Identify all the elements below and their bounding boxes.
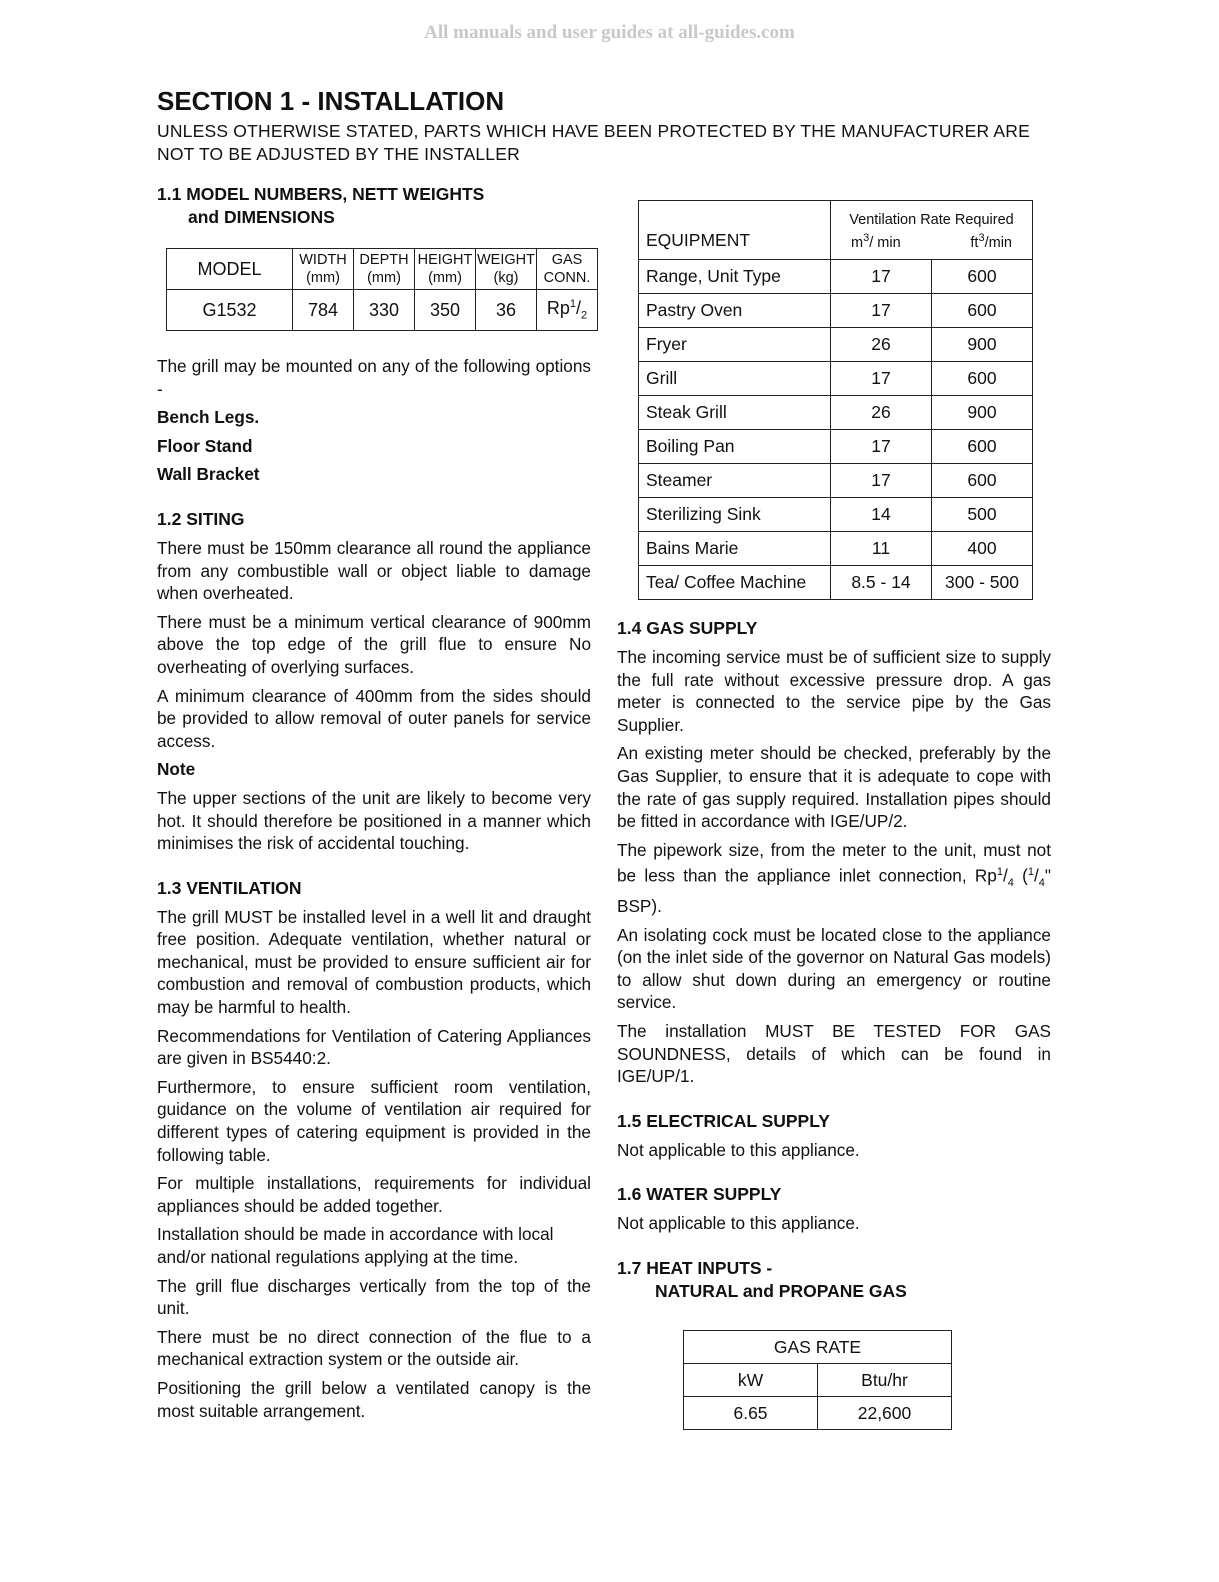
- depth-header-name: DEPTH: [359, 252, 409, 268]
- ventilation-ft3-cell: 500: [932, 498, 1033, 532]
- ventilation-equipment-cell: Boiling Pan: [639, 430, 831, 464]
- ventilation-equipment-cell: Sterilizing Sink: [639, 498, 831, 532]
- ventilation-m3-cell: 26: [831, 328, 932, 362]
- ventilation-rows: [639, 260, 1033, 600]
- ventilation-equipment-cell: Grill: [639, 362, 831, 396]
- ventilation-ft3-cell: 300 - 500: [932, 566, 1033, 600]
- left-column-body: [157, 355, 591, 1428]
- s12-para-3: A minimum clearance of 400mm from the sides should be provided to allow removal of outer panels for service access.: [157, 685, 591, 751]
- s14-para-1: The incoming service must be of sufficient size to supply the full rate without excessive pressure drop. A gas meter is connected to the service pipe by the Gas Supplier.: [617, 647, 1051, 735]
- s17-heading: 1.7 HEAT INPUTS -: [617, 1258, 773, 1279]
- s14-heading: 1.4 GAS SUPPLY: [617, 618, 758, 638]
- option-wall-bracket: Wall Bracket: [157, 464, 260, 485]
- s13-para-3: Furthermore, to ensure sufficient room ventilation, guidance on the volume of ventilation air required for different types of catering equipment is provided in the following table.: [157, 1076, 591, 1165]
- gas-rate-value-row: [684, 1397, 952, 1430]
- weight-header-name: WEIGHT: [477, 252, 535, 268]
- s13-para-7: There must be no direct connection of the flue to a mechanical extraction system or the outside air.: [157, 1326, 591, 1370]
- ventilation-m3-cell: 17: [831, 362, 932, 396]
- ventilation-row: [639, 566, 1033, 600]
- weight-value: 36: [476, 290, 537, 331]
- unit-m3-tail: / min: [869, 234, 901, 251]
- width-header: [293, 249, 354, 290]
- weight-header: [476, 249, 537, 290]
- ventilation-equipment-cell: Bains Marie: [639, 532, 831, 566]
- ventilation-m3-cell: 11: [831, 532, 932, 566]
- ventilation-ft3-cell: 900: [932, 396, 1033, 430]
- width-header-unit: (mm): [306, 270, 340, 286]
- ventilation-ft3-cell: 600: [932, 260, 1033, 294]
- ventilation-table: [638, 200, 1033, 600]
- ventilation-row: [639, 294, 1033, 328]
- s14-pipework-den: 4: [1007, 877, 1014, 890]
- height-header: [415, 249, 476, 290]
- s12-para-2: There must be a minimum vertical clearance of 900mm above the top edge of the grill flue to ensure No overheating of overlying surfaces.: [157, 611, 591, 677]
- width-header-name: WIDTH: [299, 252, 347, 268]
- s12-para-1: There must be 150mm clearance all round the appliance from any combustible wall or object liable to damage when overheated.: [157, 537, 591, 604]
- s13-para-5: Installation should be made in accordance with local and/or national regulations applying at the time.: [157, 1224, 554, 1267]
- ventilation-equipment-cell: Steak Grill: [639, 396, 831, 430]
- ventilation-row: [639, 362, 1033, 396]
- s14-pipework-tail: " BSP).: [617, 866, 1051, 917]
- unit-ft3-base: ft: [970, 234, 979, 251]
- gas-rate-header: GAS RATE: [684, 1331, 952, 1364]
- gas-header-name: GAS: [551, 252, 583, 268]
- ventilation-ft3-cell: 600: [932, 294, 1033, 328]
- s13-para-6: The grill flue discharges vertically from the top of the unit.: [157, 1275, 591, 1319]
- ventilation-equipment-cell: Pastry Oven: [639, 294, 831, 328]
- s14-pipework-text: The pipework size, from the meter to the unit, must not be less than the appliance inlet connection, Rp: [617, 839, 1051, 887]
- gas-header-unit: CONN.: [543, 270, 591, 286]
- model-value: G1532: [167, 290, 293, 331]
- equipment-header: EQUIPMENT: [639, 201, 831, 260]
- gas-conn-prefix: Rp: [546, 298, 570, 319]
- unit-m3: $m^3/$ min: [851, 231, 901, 251]
- note-heading: Note: [157, 759, 196, 780]
- gas-rate-kw-header: kW: [684, 1364, 818, 1397]
- ventilation-rate-units: [831, 228, 1032, 253]
- ventilation-equipment-cell: Range, Unit Type: [639, 260, 831, 294]
- ventilation-row: [639, 260, 1033, 294]
- height-value: 350: [415, 290, 476, 331]
- gas-header: [537, 249, 598, 290]
- ventilation-row: [639, 464, 1033, 498]
- depth-header-unit: (mm): [367, 270, 401, 286]
- ventilation-rate-title: Ventilation Rate Required: [849, 211, 1014, 228]
- gas-rate-unit-row: [684, 1364, 952, 1397]
- unit-ft3: $ft^3/\min$: [970, 231, 1012, 251]
- s14-para-4: The installation MUST BE TESTED FOR GAS SOUNDNESS, details of which can be found in IGE/UP/1.: [617, 1021, 1051, 1087]
- s16-heading: 1.6 WATER SUPPLY: [617, 1184, 782, 1205]
- gas-conn-value: $Rp^1/_2$: [537, 290, 598, 331]
- ventilation-header-row: [639, 201, 1033, 260]
- s14-para-2: An existing meter should be checked, preferably by the Gas Supplier, to ensure that it is adequate to cope with the rate of gas supply required. Installation pipes should be fitted in accordance with IGE/UP/2.: [617, 743, 1051, 832]
- gas-rate-table: [683, 1330, 952, 1430]
- s13-para-8: Positioning the grill below a ventilated canopy is the most suitable arrangement.: [157, 1377, 591, 1421]
- ventilation-ft3-cell: 600: [932, 430, 1033, 464]
- note-text: The upper sections of the unit are likely to become very hot. It should therefore be positioned in a manner which minimises the risk of accidental touching.: [157, 787, 591, 854]
- ventilation-rate-header: [831, 201, 1033, 260]
- gas-conn-den: 2: [581, 309, 588, 322]
- ventilation-equipment-cell: Steamer: [639, 464, 831, 498]
- section-title: SECTION 1 - INSTALLATION: [157, 86, 505, 116]
- ventilation-ft3-cell: 900: [932, 328, 1033, 362]
- s11-heading-block: [157, 183, 591, 229]
- depth-value: 330: [354, 290, 415, 331]
- gas-rate-btu-header: Btu/hr: [818, 1364, 952, 1397]
- model-table-header-row: [167, 249, 598, 290]
- gas-conn-num: 1: [569, 298, 576, 311]
- ventilation-row: [639, 328, 1033, 362]
- watermark: All manuals and user guides at all-guides.com: [424, 22, 795, 43]
- ventilation-m3-cell: 17: [831, 430, 932, 464]
- ventilation-row: [639, 430, 1033, 464]
- height-header-unit: (mm): [428, 270, 462, 286]
- height-header-name: HEIGHT: [417, 252, 473, 268]
- ventilation-row: [639, 498, 1033, 532]
- ventilation-equipment-cell: Fryer: [639, 328, 831, 362]
- ventilation-ft3-cell: 400: [932, 532, 1033, 566]
- ventilation-ft3-cell: 600: [932, 362, 1033, 396]
- ventilation-ft3-cell: 600: [932, 464, 1033, 498]
- ventilation-m3-cell: 17: [831, 294, 932, 328]
- weight-header-unit: (kg): [493, 270, 519, 286]
- section-subtitle: UNLESS OTHERWISE STATED, PARTS WHICH HAVE BEEN PROTECTED BY THE MANUFACTURER ARE NOT TO BE ADJUSTED BY THE INSTALLER: [157, 121, 1030, 164]
- ventilation-m3-cell: 17: [831, 464, 932, 498]
- s13-heading: 1.3 VENTILATION: [157, 877, 302, 898]
- gas-rate-header-row: [684, 1331, 952, 1364]
- ventilation-m3-cell: 17: [831, 260, 932, 294]
- depth-header: [354, 249, 415, 290]
- ventilation-m3-cell: 26: [831, 396, 932, 430]
- s13-para-2: Recommendations for Ventilation of Catering Appliances are given in BS5440:2.: [157, 1025, 591, 1069]
- gas-rate-kw-value: 6.65: [684, 1397, 818, 1430]
- unit-m3-base: m: [851, 234, 864, 251]
- ventilation-row: [639, 532, 1033, 566]
- model-table: [166, 248, 598, 331]
- s14-pipework-open: (: [1022, 866, 1028, 887]
- ventilation-row: [639, 396, 1033, 430]
- s14-para-3: An isolating cock must be located close to the appliance (on the inlet side of the governor on Natural Gas models) to allow shut down during an emergency or routine service.: [617, 924, 1051, 1013]
- s13-para-4: For multiple installations, requirements for individual appliances should be added together.: [157, 1173, 591, 1216]
- s15-text: Not applicable to this appliance.: [617, 1139, 860, 1160]
- unit-ft3-tail: /min: [984, 234, 1012, 251]
- right-column-body: [617, 617, 1051, 1303]
- s14-pipework-num: 1: [996, 866, 1003, 879]
- s14-pipework: The pipework size, from the meter to the unit, must not be less than the appliance inlet connection, $Rp^1/_4$ ($^1/_4$" BSP).: [617, 839, 1051, 917]
- option-floor-stand: Floor Stand: [157, 435, 253, 456]
- s12-heading: 1.2 SITING: [157, 508, 245, 529]
- s17-heading-line2: NATURAL and PROPANE GAS: [655, 1281, 907, 1302]
- s11-heading: 1.1 MODEL NUMBERS, NETT WEIGHTS: [157, 184, 485, 204]
- model-table-row: [167, 290, 598, 331]
- s15-heading: 1.5 ELECTRICAL SUPPLY: [617, 1110, 830, 1131]
- s16-text: Not applicable to this appliance.: [617, 1213, 860, 1234]
- width-value: 784: [293, 290, 354, 331]
- s11-heading-line2: and DIMENSIONS: [188, 207, 335, 227]
- option-bench-legs: Bench Legs.: [157, 407, 260, 428]
- ventilation-m3-cell: 8.5 - 14: [831, 566, 932, 600]
- ventilation-equipment-cell: Tea/ Coffee Machine: [639, 566, 831, 600]
- mount-intro: The grill may be mounted on any of the following options -: [157, 356, 591, 399]
- s13-para-1: The grill MUST be installed level in a well lit and draught free position. Adequate ventilation, whether natural or mechanical, must be provided to ensure sufficient air for combustion and removal of combustion products, which may be harmful to health.: [157, 906, 591, 1018]
- gas-rate-btu-value: 22,600: [818, 1397, 952, 1430]
- model-header: MODEL: [167, 249, 293, 290]
- ventilation-m3-cell: 14: [831, 498, 932, 532]
